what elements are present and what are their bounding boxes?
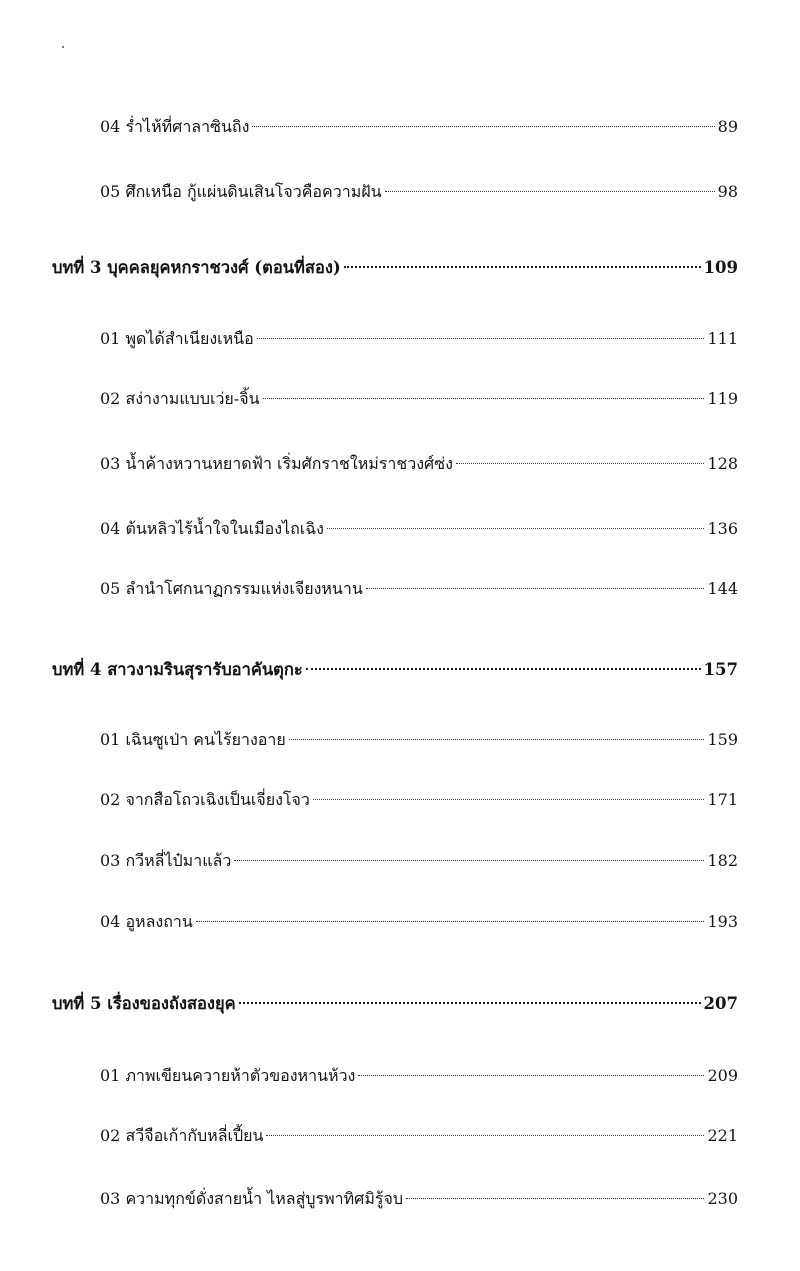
page-number: 207 xyxy=(703,994,738,1013)
toc-entry-4-03[interactable] xyxy=(100,847,738,875)
chapter-title: บทที่ 3 บุคคลยุคหกราชวงศ์ (ตอนที่สอง) xyxy=(52,258,341,277)
dot-leader xyxy=(385,191,715,192)
entry-title: 03 น้ำค้างหวานหยาดฟ้า เริ่มศักราชใหม่ราชวงศ์ซ่ง xyxy=(100,454,453,473)
toc-entry-3-01[interactable] xyxy=(100,325,738,353)
entry-title: 05 ศึกเหนือ กู้แผ่นดินเสินโจวคือความฝัน xyxy=(100,182,382,201)
entry-title: 02 สวีจือเก้ากับหลี่เปี้ยน xyxy=(100,1126,264,1145)
page-number: 136 xyxy=(707,519,738,538)
chapter-title: บทที่ 4 สาวงามรินสุรารับอาคันตุกะ xyxy=(52,660,303,679)
toc-entry-4-04[interactable] xyxy=(100,908,738,936)
page-number: 182 xyxy=(707,851,738,870)
dot-leader xyxy=(344,266,701,268)
dot-leader xyxy=(306,668,701,670)
toc-chapter-3[interactable] xyxy=(52,254,738,282)
page-number: 119 xyxy=(707,389,738,408)
page-number: 144 xyxy=(707,579,738,598)
page-number: 230 xyxy=(707,1189,738,1208)
entry-title: 04 ต้นหลิวไร้น้ำใจในเมืองไถเฉิง xyxy=(100,519,324,538)
dot-leader xyxy=(366,588,705,589)
toc-entry-04-sinting[interactable] xyxy=(100,113,738,141)
entry-title: 04 อูหลงถาน xyxy=(100,912,193,931)
toc-entry-5-01[interactable] xyxy=(100,1062,738,1090)
dot-leader xyxy=(406,1198,704,1199)
toc-entry-4-01[interactable] xyxy=(100,726,738,754)
toc-entry-3-02[interactable] xyxy=(100,385,738,413)
dot-leader xyxy=(327,528,704,529)
dot-leader xyxy=(358,1075,704,1076)
dot-leader xyxy=(196,921,705,922)
entry-title: 04 ร่ำไห้ที่ศาลาซินถิง xyxy=(100,117,250,136)
toc-entry-5-02[interactable] xyxy=(100,1122,738,1150)
dot-leader xyxy=(239,1002,701,1004)
toc-entry-5-03[interactable] xyxy=(100,1185,738,1213)
toc-entry-3-03[interactable] xyxy=(100,450,738,478)
toc-entry-4-02[interactable] xyxy=(100,786,738,814)
entry-title: 03 กวีหลี่ไป๋มาแล้ว xyxy=(100,851,232,870)
dot-leader xyxy=(257,338,705,339)
dot-leader xyxy=(313,799,705,800)
entry-title: 01 ภาพเขียนควายห้าตัวของหานห้วง xyxy=(100,1066,356,1085)
dot-leader xyxy=(263,398,705,399)
page-number: 221 xyxy=(707,1126,738,1145)
page-number: 157 xyxy=(703,660,738,679)
toc-chapter-4[interactable] xyxy=(52,656,738,684)
page-number: 109 xyxy=(703,258,738,277)
toc-entry-05-northern-war[interactable] xyxy=(100,178,738,206)
page-number: 98 xyxy=(717,182,738,201)
dot-leader xyxy=(266,1135,704,1136)
entry-title: 01 พูดได้สำเนียงเหนือ xyxy=(100,329,254,348)
page-number: 89 xyxy=(717,117,738,136)
dot-leader xyxy=(252,126,714,127)
page-number: 171 xyxy=(707,790,738,809)
entry-title: 01 เฉินซูเป่า คนไร้ยางอาย xyxy=(100,730,286,749)
toc-chapter-5[interactable] xyxy=(52,990,738,1018)
page-number: 159 xyxy=(707,730,738,749)
dot-leader xyxy=(234,860,704,861)
entry-title: 03 ความทุกข์ดั่งสายน้ำ ไหลสู่บูรพาทิศมิรู้จบ xyxy=(100,1189,403,1208)
page-number: 193 xyxy=(707,912,738,931)
page-number: 111 xyxy=(707,329,738,348)
entry-title: 02 จากสือโถวเฉิงเป็นเจี่ยงโจว xyxy=(100,790,310,809)
toc-entry-3-04[interactable] xyxy=(100,515,738,543)
dot-leader xyxy=(456,463,705,464)
page-number: 128 xyxy=(707,454,738,473)
page-number: 209 xyxy=(707,1066,738,1085)
entry-title: 05 ลำนำโศกนาฏกรรมแห่งเจียงหนาน xyxy=(100,579,363,598)
dot-leader xyxy=(289,739,705,740)
toc-entry-3-05[interactable] xyxy=(100,575,738,603)
entry-title: 02 สง่างามแบบเว่ย-จิ้น xyxy=(100,389,260,408)
chapter-title: บทที่ 5 เรื่องของถังสองยุค xyxy=(52,994,236,1013)
